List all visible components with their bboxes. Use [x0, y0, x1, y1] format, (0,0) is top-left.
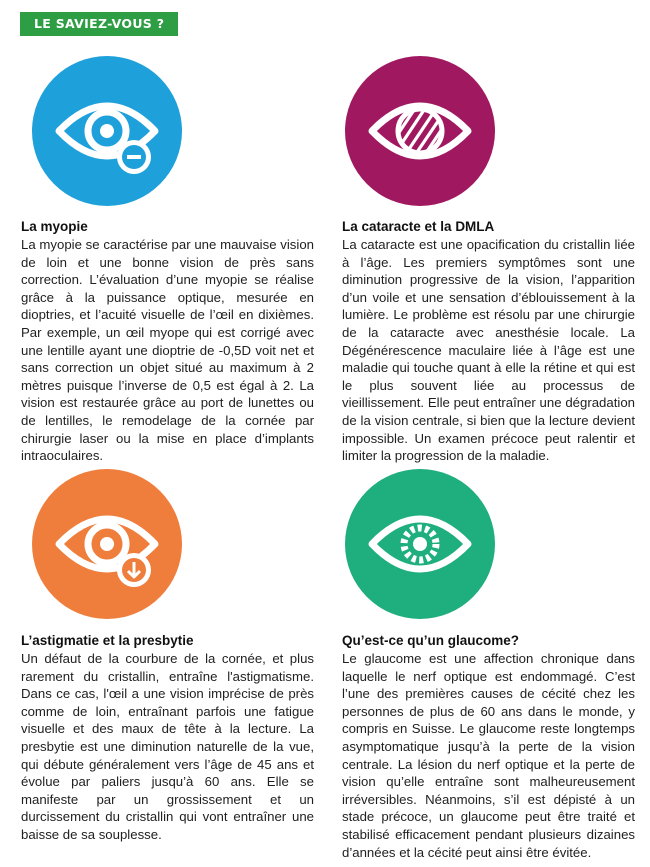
eye-hatched-icon [345, 56, 495, 206]
astigmatism-circle [32, 469, 182, 619]
glaucoma-circle [345, 469, 495, 619]
cataract-section [342, 218, 635, 465]
section-body: Un défaut de la courbure de la cornée, et plus rarement du cristallin, entraîne l'astigmatisme. Dans ce cas, l'œil a une vision imprécise de près comme de loin, entraînant parfois une fatigue visuelle et des maux de tête à la lecture. La presbytie est une diminution naturelle de la vue, qui débute généralement vers l’âge de 45 ans et évolue par paliers jusqu’à 60 ans. Elle se manifeste par un grossissement et un durcissement du cristallin qui vont entraîner une baisse de sa souplesse. [21, 651, 314, 842]
myopia-circle [32, 56, 182, 206]
cataract-circle [345, 56, 495, 206]
section-body: La cataracte est une opacification du cristallin liée à l’âge. Les premiers symptômes sont une diminution progressive de la vision, l’apparition d’un voile et une sensation d’éblouissement à la lumière. Le problème est résolu par une chirurgie de la cataracte avec anesthésie locale. La Dégénérescence maculaire liée à l’âge est une maladie qui touche quant à elle la rétine et qui est le plus souvent liée au processus de vieillissement. Elle peut entraîner une dégradation de la vision centrale, si bien que la lecture devient impossible. Un examen précoce peut ralentir et limiter la progression de la maladie. [342, 237, 635, 464]
eye-down-arrow-icon [32, 469, 182, 619]
section-badge: LE SAVIEZ-VOUS ? [20, 12, 178, 36]
section-body: Le glaucome est une affection chronique dans laquelle le nerf optique est endommagé. C’est l’une des premières causes de cécité chez les personnes de plus de 60 ans dans le monde, y compris en Suisse. Le glaucome reste longtemps asymptomatique jusqu’à la perte de la vision centrale. La lésion du nerf optique et la perte de vision qu’elle entraîne sont malheureusement irréversibles. Néanmoins, s’il est dépisté à un stade précoce, un glaucome peut être traité et stabilisé efficacement pendant plusieurs dizaines d’années et la cécité peut ainsi être évitée. [342, 651, 635, 860]
section-title: La cataracte et la DMLA [342, 219, 495, 234]
section-title: L’astigmatie et la presbytie [21, 633, 194, 648]
eye-dotted-ring-icon [345, 469, 495, 619]
myopia-section [21, 218, 314, 465]
astigmatism-section [21, 632, 314, 844]
section-body: La myopie se caractérise par une mauvaise vision de loin et une bonne vision de près sans correction. L’évaluation d’une myopie se réalise grâce à la puissance optique, mesurée en dioptries, et l’acuité visuelle de l’œil en dixièmes. Par exemple, un œil myope qui est corrigé avec une lentille ayant une dioptrie de -0,5D voit net et sans correction un objet situé au maximum à 2 mètres puisque l’inverse de 0,5 est égal à 2. La vision est restaurée grâce au port de lunettes ou de lentilles, le remodelage de la cornée par chirurgie laser ou la mise en place d’implants intraoculaires. [21, 237, 314, 464]
glaucoma-section [342, 632, 635, 861]
eye-minus-icon [32, 56, 182, 206]
section-title: Qu’est-ce qu’un glaucome? [342, 633, 520, 648]
section-title: La myopie [21, 219, 88, 234]
